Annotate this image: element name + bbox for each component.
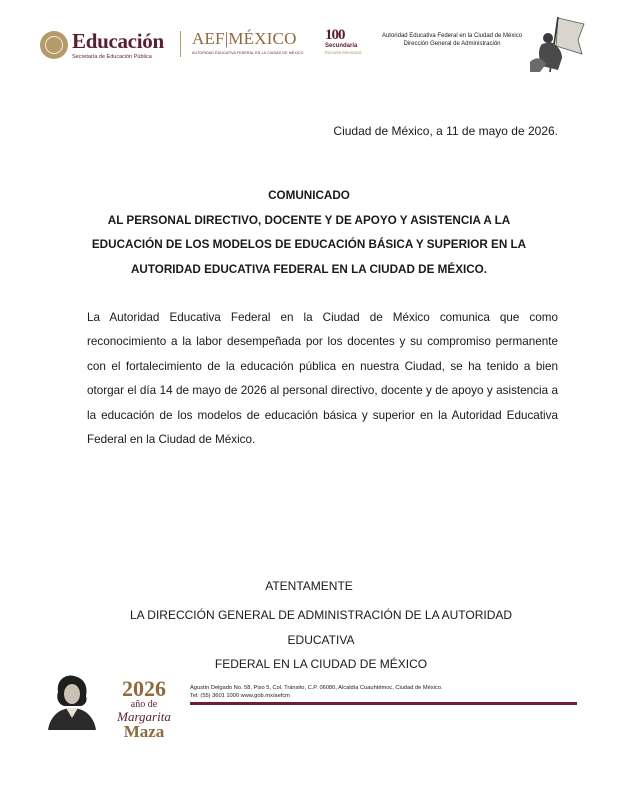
header-divider <box>180 31 181 57</box>
document-date: Ciudad de México, a 11 de mayo de 2026. <box>333 124 558 138</box>
aef-logo <box>192 30 307 55</box>
heading-line: AL PERSONAL DIRECTIVO, DOCENTE Y DE APOYO Y ASISTENCIA A LA <box>107 213 511 227</box>
body-paragraph: La Autoridad Educativa Federal en la Ciudad de México comunica que como reconocimiento a la labor desempeñada por los docentes y su compromiso permanente con el fortalecimiento de la educación pública en nuestra Ciudad, se ha tenido a bien otorgar el día 14 de mayo de 2026 al personal directivo, docente y de apoyo y asistencia a la educación de los modelos de educación básica y superior en la Autoridad Educativa Federal en la Ciudad de México. <box>87 311 558 447</box>
year-subtitle: año de <box>130 699 158 710</box>
heading-line: AUTORIDAD EDUCATIVA FEDERAL EN LA CIUDAD DE MÉXICO. <box>130 262 488 276</box>
year-emblem <box>104 676 184 741</box>
institution-name: Autoridad Educativa Federal en la Ciudad de México <box>381 33 523 39</box>
signatory-line: LA DIRECCIÓN GENERAL DE ADMINISTRACIÓN DE LA AUTORIDAD EDUCATIVA <box>129 608 513 647</box>
edu-subtitle: Secretaría de Educación Pública <box>72 53 152 60</box>
contact-line: Tel: (55) 3601 1000 www.gob.mx/aefcm <box>190 693 290 699</box>
footer-address <box>190 684 590 700</box>
address-line: Agustín Delgado No. 58, Piso 5, Col. Tránsito, C.P. 06080, Alcaldía Cuauhtémoc, Ciudad de México. <box>190 685 443 691</box>
institution-block <box>372 32 532 48</box>
year-number: 2026 <box>122 676 166 701</box>
aef-subtitle: AUTORIDAD EDUCATIVA FEDERAL EN LA CIUDAD DE MÉXICO <box>192 51 304 55</box>
national-seal-icon <box>40 31 68 59</box>
cien-secundaria-logo <box>325 28 369 60</box>
cien-number: 100 <box>325 27 345 43</box>
heading-line: EDUCACIÓN DE LOS MODELOS DE EDUCACIÓN BÁSICA Y SUPERIOR EN LA <box>91 238 527 251</box>
year-name-last: Maza <box>123 722 165 741</box>
closing-salutation: ATENTAMENTE <box>265 579 353 593</box>
aef-title: AEF|MÉXICO <box>192 29 297 48</box>
footer-rule <box>190 702 577 705</box>
cien-secundaria: Secundaria <box>325 43 358 49</box>
signatory-block <box>96 603 546 677</box>
communique-heading <box>60 184 558 282</box>
heading-line: COMUNICADO <box>268 189 350 202</box>
cien-mexicana: Escuela Mexicana <box>325 50 362 55</box>
signatory-line: FEDERAL EN LA CIUDAD DE MÉXICO <box>214 657 428 671</box>
flag-figure-icon <box>528 14 586 74</box>
directorate-name: Dirección General de Administración <box>403 41 501 47</box>
year-name-first: Margarita <box>117 709 171 724</box>
edu-title: Educación <box>72 28 164 53</box>
sep-logo <box>40 27 215 63</box>
portrait-icon <box>44 672 100 730</box>
